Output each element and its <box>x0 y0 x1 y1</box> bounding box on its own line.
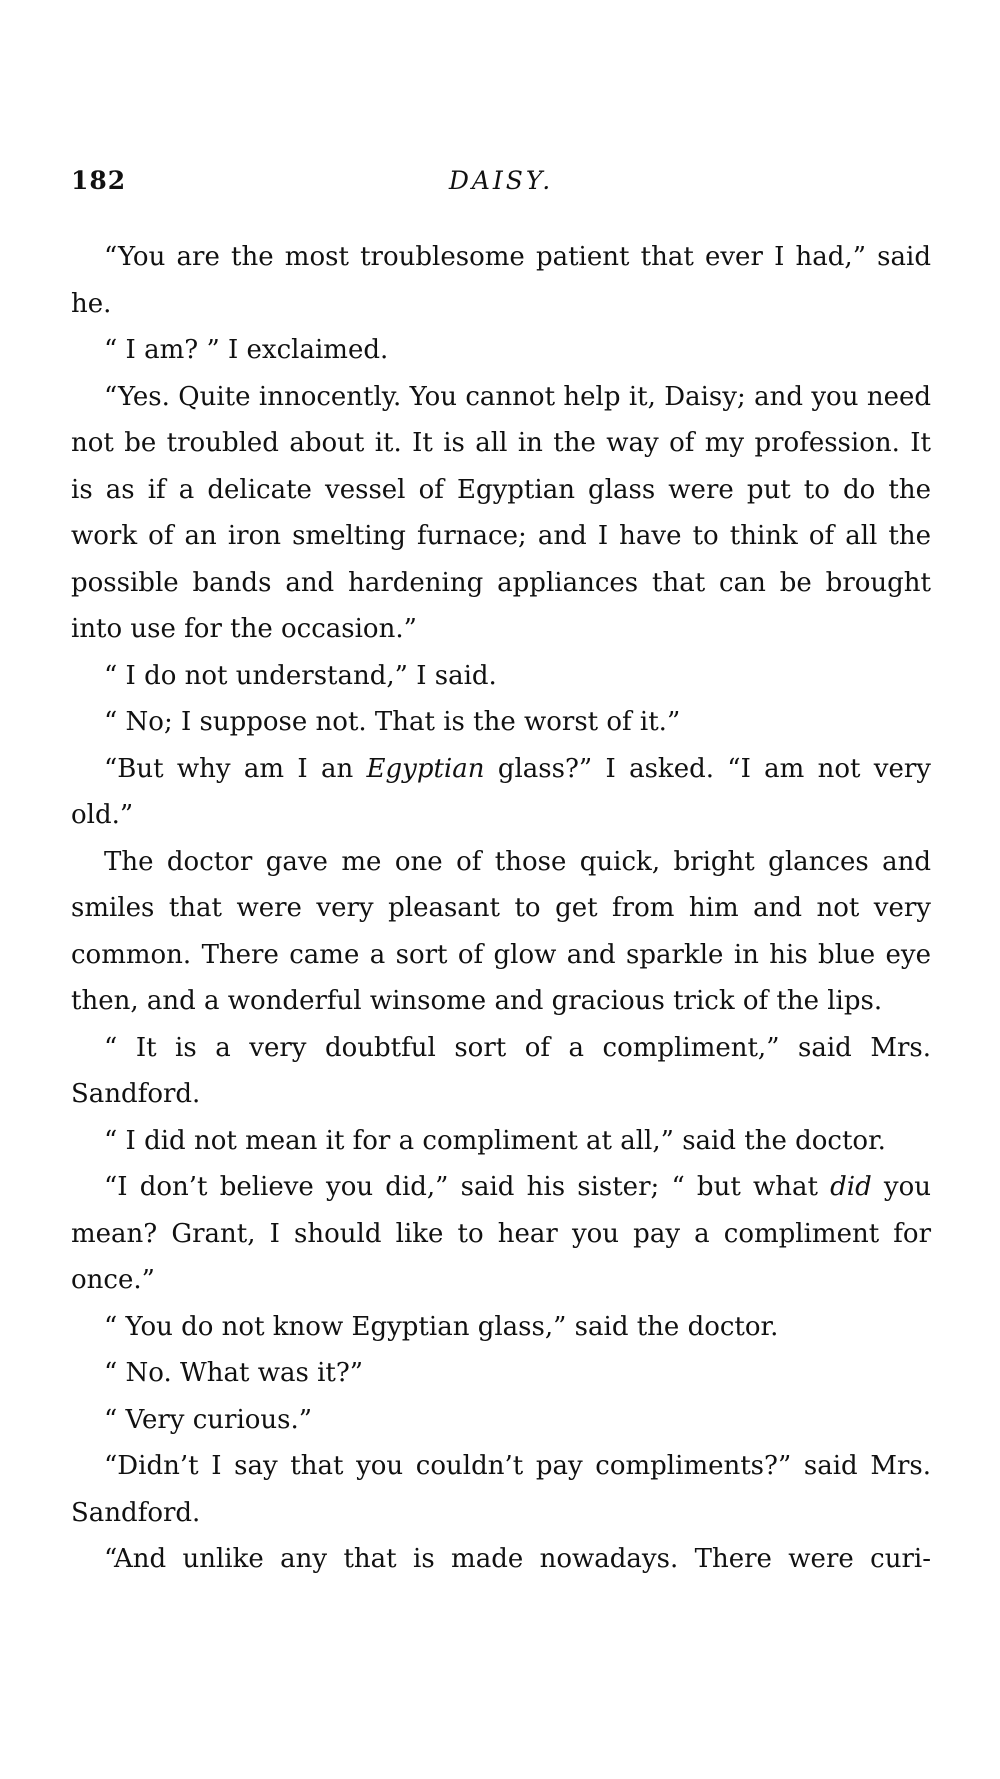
text-segment: “ Very curious.” <box>104 1404 313 1435</box>
paragraph <box>71 699 931 746</box>
text-segment: glass?” I asked. “I am not very old.” <box>71 753 931 830</box>
paragraph <box>71 1025 931 1118</box>
italic-text-segment: Egyptian <box>366 753 485 784</box>
paragraph <box>71 1304 931 1351</box>
body-text <box>71 234 931 1583</box>
running-header <box>71 166 931 200</box>
text-segment: “Yes. Quite innocently. You cannot help it, Daisy; and you need not be troubled about it. It is all in the way of my profession. It is as if a delicate vessel of Egyptian glass were put to do the work of an iron smelting furnace; and I have to think of all the possible bands and hardening appliances that can be brought into use for the occasion.” <box>71 381 931 644</box>
paragraph <box>71 746 931 839</box>
italic-text-segment: did <box>830 1172 872 1202</box>
paragraph <box>71 374 931 653</box>
text-segment: “ No; I suppose not. That is the worst of it.” <box>104 707 681 737</box>
text-segment: “I don’t believe you did,” said his sister; “ but what <box>104 1172 831 1202</box>
text-segment: “ It is a very doubtful sort of a compliment,” said Mrs. Sandford. <box>71 1032 931 1109</box>
page-number: 182 <box>71 166 127 195</box>
paragraph <box>71 1443 931 1536</box>
text-segment: “ I did not mean it for a compliment at all,” said the doctor. <box>104 1125 886 1156</box>
paragraph <box>71 653 931 700</box>
paragraph <box>71 1536 931 1583</box>
paragraph <box>71 1118 931 1165</box>
text-segment: “ No. What was it?” <box>104 1358 364 1388</box>
text-segment: “You are the most troublesome patient that ever I had,” said he. <box>71 242 931 319</box>
text-segment: “ I do not understand,” I said. <box>104 660 497 691</box>
text-segment: “ I am? ” I exclaimed. <box>104 335 389 365</box>
paragraph <box>71 1164 931 1304</box>
text-segment: The doctor gave me one of those quick, bright glances and smiles that were very pleasant to get from him and not very common. There came a sort of glow and sparkle in his blue eye then, and a wonderful winsome and gracious trick of the lips. <box>71 846 931 1016</box>
text-segment: “ You do not know Egyptian glass,” said the doctor. <box>104 1311 779 1342</box>
text-segment: “Didn’t I say that you couldn’t pay compliments?” said Mrs. Sandford. <box>71 1451 931 1528</box>
text-segment: you mean? Grant, I should like to hear you pay a compliment for once.” <box>71 1172 931 1295</box>
paragraph <box>71 234 931 327</box>
paragraph <box>71 1397 931 1444</box>
paragraph <box>71 327 931 374</box>
text-segment: “And unlike any that is made nowadays. There were curi- <box>104 1544 931 1574</box>
running-title: DAISY. <box>448 166 554 195</box>
paragraph <box>71 839 931 1025</box>
text-segment: “But why am I an <box>104 753 367 784</box>
paragraph <box>71 1350 931 1397</box>
